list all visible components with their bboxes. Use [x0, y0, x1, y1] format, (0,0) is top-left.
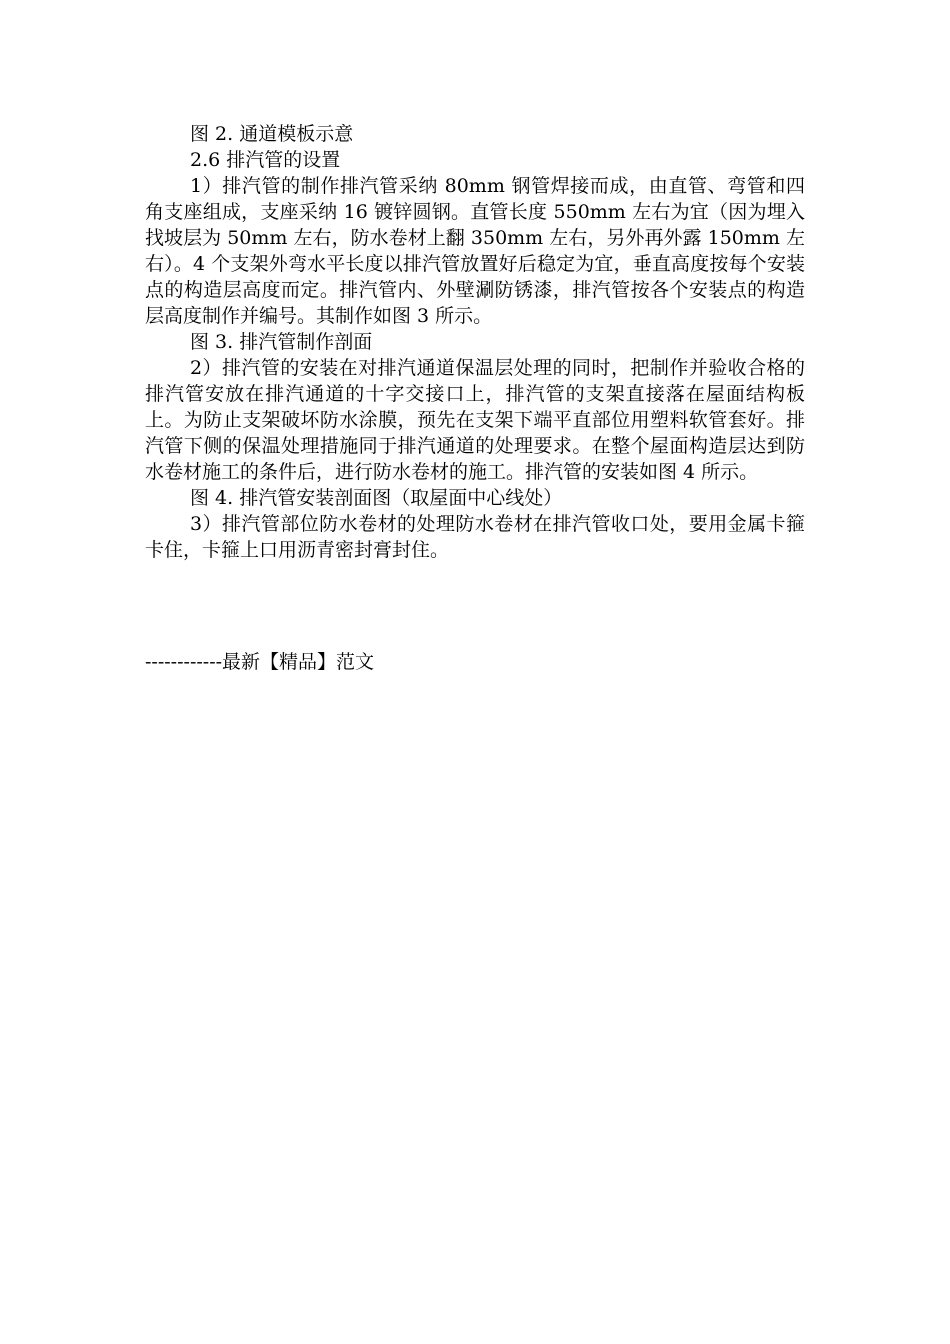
figure-2-caption: 图 2. 通道模板示意 [190, 123, 354, 145]
figure-4-caption: 图 4. 排汽管安装剖面图（取屋面中心线处） [190, 487, 563, 509]
section-heading: 2.6 排汽管的设置 [190, 149, 341, 171]
paragraph-pipe-installation: 2）排汽管的安装在对排汽通道保温层处理的同时，把制作并验收合格的排汽管安放在排汽通道的十字交接口上，排汽管的支架直接落在屋面结构板上。为防止支架破坏防水涂膜，预先在支架下端平直部位用塑料软管套好。排汽管下侧的保温处理措施同于排汽通道的处理要求。在整个屋面构造层达到防水卷材施工的条件后，进行防水卷材的施工。排汽管的安装如图 4 所示。 [145, 357, 805, 483]
paragraph-waterproofing: 3）排汽管部位防水卷材的处理防水卷材在排汽管收口处，要用金属卡箍卡住，卡箍上口用沥青密封膏封住。 [145, 513, 805, 561]
figure-3-caption: 图 3. 排汽管制作剖面 [190, 331, 373, 353]
document-body [145, 121, 805, 563]
footer-text: ------------最新【精品】范文 [145, 651, 375, 673]
paragraph-pipe-fabrication: 1）排汽管的制作排汽管采纳 80mm 钢管焊接而成，由直管、弯管和四角支座组成，支座采纳 16 镀锌圆钢。直管长度 550mm 左右为宜（因为埋入找坡层为 50mm 左右，防水卷材上翻 350mm 左右，另外再外露 150mm 左右）。4 个支架外弯水平长度以排汽管放置好后稳定为宜，垂直高度按每个安装点的构造层高度而定。排汽管内、外壁涮防锈漆，排汽管按各个安装点的构造层高度制作并编号。其制作如图 3 所示。 [145, 175, 805, 327]
